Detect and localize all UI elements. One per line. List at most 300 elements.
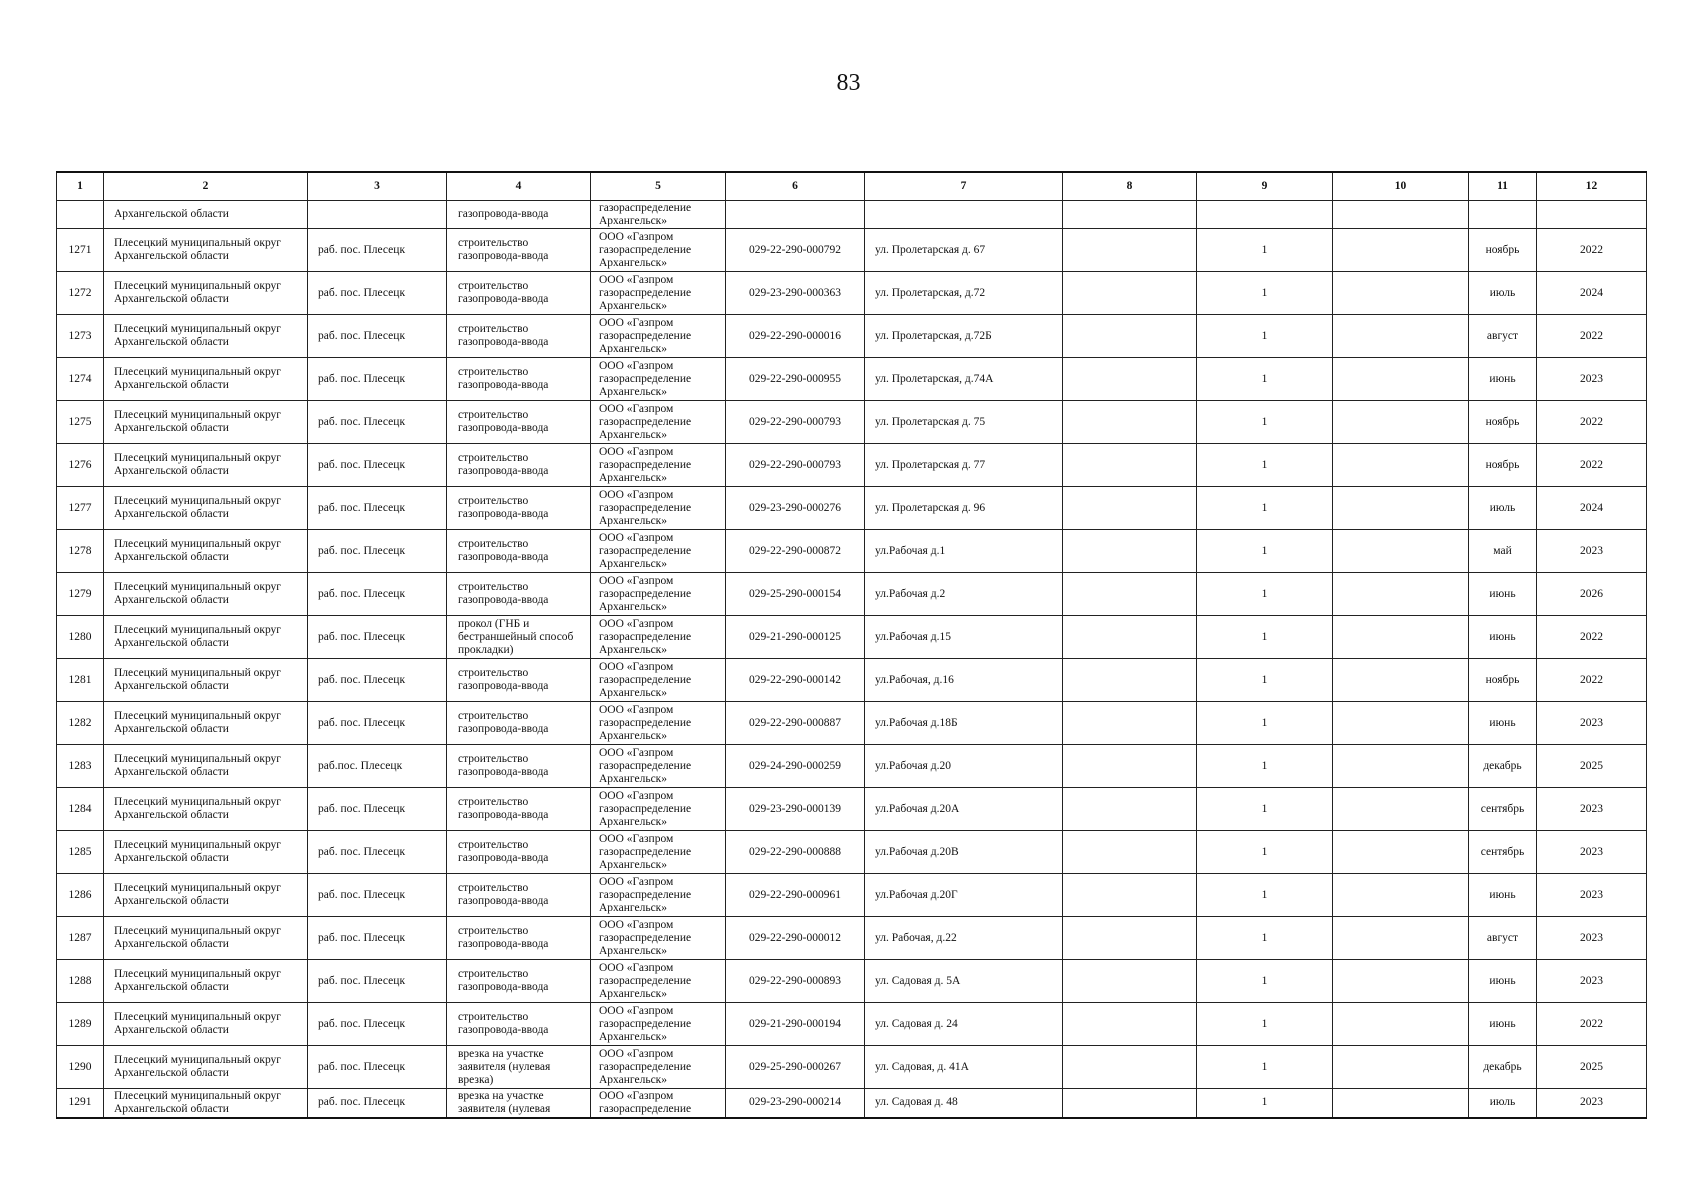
cell-request-number: 029-21-290-000125 (726, 616, 865, 659)
cell-work-type: строительство газопровода-ввода (447, 487, 591, 530)
cell-count: 1 (1197, 917, 1333, 960)
cell-request-number: 029-25-290-000267 (726, 1046, 865, 1089)
cell-count: 1 (1197, 444, 1333, 487)
cell-municipality: Плесецкий муниципальный округ Архангельской области (104, 1089, 308, 1118)
cell-row-number: 1273 (57, 315, 104, 358)
cell-row-number: 1291 (57, 1089, 104, 1118)
cell-row-number: 1288 (57, 960, 104, 1003)
cell-organization: ООО «Газпром газораспределение Архангельск» (591, 702, 726, 745)
cell-address: ул.Рабочая д.18Б (865, 702, 1063, 745)
cell-count: 1 (1197, 573, 1333, 616)
table-row (57, 444, 1647, 487)
cell-settlement: раб. пос. Плесецк (308, 444, 447, 487)
cell-organization: ООО «Газпром газораспределение Архангельск» (591, 745, 726, 788)
cell-municipality: Плесецкий муниципальный округ Архангельской области (104, 358, 308, 401)
cell-month: июль (1469, 487, 1537, 530)
cell-col-10 (1333, 229, 1469, 272)
cell-col-10 (1333, 315, 1469, 358)
table-row (57, 1046, 1647, 1089)
cell-col-8 (1063, 272, 1197, 315)
cell-settlement: раб. пос. Плесецк (308, 874, 447, 917)
cell-settlement: раб. пос. Плесецк (308, 702, 447, 745)
cell-municipality: Плесецкий муниципальный округ Архангельской области (104, 315, 308, 358)
cell-month: май (1469, 530, 1537, 573)
table-row (57, 917, 1647, 960)
column-header-3: 3 (308, 172, 447, 201)
cell-year: 2025 (1537, 745, 1647, 788)
cell-address: ул. Пролетарская д. 77 (865, 444, 1063, 487)
cell-work-type: строительство газопровода-ввода (447, 444, 591, 487)
cell-request-number: 029-21-290-000194 (726, 1003, 865, 1046)
cell-col-8 (1063, 358, 1197, 401)
cell-address: ул. Пролетарская д. 67 (865, 229, 1063, 272)
cell-col-8 (1063, 745, 1197, 788)
cell-work-type: строительство газопровода-ввода (447, 702, 591, 745)
cell-col-8 (1063, 874, 1197, 917)
cell-row-number: 1287 (57, 917, 104, 960)
cell-row-number: 1276 (57, 444, 104, 487)
cell-year: 2023 (1537, 358, 1647, 401)
cell-work-type: строительство газопровода-ввода (447, 315, 591, 358)
cell-month: июнь (1469, 702, 1537, 745)
cell-col-10 (1333, 358, 1469, 401)
cell-col-10 (1333, 831, 1469, 874)
cell-col-10 (1333, 272, 1469, 315)
cell-year: 2024 (1537, 272, 1647, 315)
cell-municipality: Плесецкий муниципальный округ Архангельской области (104, 616, 308, 659)
table-row (57, 788, 1647, 831)
cell-work-type: строительство газопровода-ввода (447, 788, 591, 831)
cell-municipality: Плесецкий муниципальный округ Архангельской области (104, 702, 308, 745)
cell-municipality: Плесецкий муниципальный округ Архангельской области (104, 444, 308, 487)
cell-year: 2022 (1537, 444, 1647, 487)
cell-col-8 (1063, 1003, 1197, 1046)
cell-settlement: раб. пос. Плесецк (308, 487, 447, 530)
cell-work-type: строительство газопровода-ввода (447, 831, 591, 874)
cell-count: 1 (1197, 745, 1333, 788)
cell-count: 1 (1197, 401, 1333, 444)
column-header-11: 11 (1469, 172, 1537, 201)
cell-address: ул. Пролетарская д. 96 (865, 487, 1063, 530)
cell-col-8 (1063, 702, 1197, 745)
cell-count (1197, 201, 1333, 229)
cell-request-number: 029-22-290-000955 (726, 358, 865, 401)
cell-col-10 (1333, 702, 1469, 745)
cell-work-type: строительство газопровода-ввода (447, 960, 591, 1003)
cell-year: 2023 (1537, 960, 1647, 1003)
cell-col-8 (1063, 831, 1197, 874)
column-number-row (57, 172, 1647, 201)
cell-address (865, 201, 1063, 229)
cell-col-8 (1063, 229, 1197, 272)
cell-municipality: Плесецкий муниципальный округ Архангельской области (104, 401, 308, 444)
cell-col-10 (1333, 487, 1469, 530)
cell-settlement: раб. пос. Плесецк (308, 831, 447, 874)
cell-count: 1 (1197, 788, 1333, 831)
cell-month: ноябрь (1469, 659, 1537, 702)
cell-month: август (1469, 917, 1537, 960)
data-table (56, 171, 1647, 1119)
cell-organization: ООО «Газпром газораспределение Архангельск» (591, 530, 726, 573)
cell-year: 2023 (1537, 702, 1647, 745)
cell-address: ул.Рабочая д.20Г (865, 874, 1063, 917)
cell-col-8 (1063, 1046, 1197, 1089)
cell-organization: ООО «Газпром газораспределение Архангельск» (591, 874, 726, 917)
cell-settlement: раб. пос. Плесецк (308, 229, 447, 272)
table-row (57, 874, 1647, 917)
cell-work-type: врезка на участке заявителя (нулевая врезка) (447, 1046, 591, 1089)
table-row (57, 1003, 1647, 1046)
cell-month: июнь (1469, 960, 1537, 1003)
cell-settlement: раб. пос. Плесецк (308, 1089, 447, 1118)
cell-row-number: 1280 (57, 616, 104, 659)
cell-col-10 (1333, 401, 1469, 444)
cell-count: 1 (1197, 530, 1333, 573)
cell-year: 2024 (1537, 487, 1647, 530)
cell-row-number: 1289 (57, 1003, 104, 1046)
cell-col-10 (1333, 616, 1469, 659)
cell-col-8 (1063, 201, 1197, 229)
cell-municipality: Плесецкий муниципальный округ Архангельской области (104, 874, 308, 917)
cell-organization: ООО «Газпром газораспределение Архангельск» (591, 487, 726, 530)
cell-address: ул.Рабочая д.2 (865, 573, 1063, 616)
cell-col-10 (1333, 573, 1469, 616)
cell-count: 1 (1197, 229, 1333, 272)
column-header-8: 8 (1063, 172, 1197, 201)
cell-organization: ООО «Газпром газораспределение Архангельск» (591, 401, 726, 444)
cell-address: ул. Пролетарская д. 75 (865, 401, 1063, 444)
cell-municipality: Плесецкий муниципальный округ Архангельской области (104, 831, 308, 874)
cell-organization: ООО «Газпром газораспределение Архангельск» (591, 229, 726, 272)
cell-address: ул.Рабочая д.20 (865, 745, 1063, 788)
cell-request-number: 029-22-290-000012 (726, 917, 865, 960)
cell-count: 1 (1197, 1003, 1333, 1046)
cell-municipality: Плесецкий муниципальный округ Архангельской области (104, 1046, 308, 1089)
cell-address: ул.Рабочая д.1 (865, 530, 1063, 573)
cell-col-8 (1063, 659, 1197, 702)
cell-count: 1 (1197, 616, 1333, 659)
cell-row-number: 1274 (57, 358, 104, 401)
table-row (57, 272, 1647, 315)
cell-organization: газораспределение Архангельск» (591, 201, 726, 229)
cell-col-10 (1333, 1003, 1469, 1046)
cell-col-8 (1063, 530, 1197, 573)
cell-address: ул. Рабочая, д.22 (865, 917, 1063, 960)
cell-settlement: раб. пос. Плесецк (308, 315, 447, 358)
cell-col-10 (1333, 444, 1469, 487)
cell-col-8 (1063, 444, 1197, 487)
cell-work-type: строительство газопровода-ввода (447, 573, 591, 616)
cell-work-type: прокол (ГНБ и бестраншейный способ прокладки) (447, 616, 591, 659)
cell-settlement: раб. пос. Плесецк (308, 788, 447, 831)
cell-address: ул. Садовая д. 24 (865, 1003, 1063, 1046)
cell-year: 2022 (1537, 1003, 1647, 1046)
cell-work-type: газопровода-ввода (447, 201, 591, 229)
table-row (57, 831, 1647, 874)
cell-work-type: строительство газопровода-ввода (447, 401, 591, 444)
cell-col-10 (1333, 788, 1469, 831)
column-header-2: 2 (104, 172, 308, 201)
cell-year: 2022 (1537, 659, 1647, 702)
table-row (57, 315, 1647, 358)
cell-work-type: строительство газопровода-ввода (447, 659, 591, 702)
cell-request-number: 029-23-290-000214 (726, 1089, 865, 1118)
cell-month: июнь (1469, 573, 1537, 616)
cell-row-number: 1272 (57, 272, 104, 315)
cell-month: июнь (1469, 1003, 1537, 1046)
cell-month: декабрь (1469, 745, 1537, 788)
cell-year: 2023 (1537, 530, 1647, 573)
cell-work-type: строительство газопровода-ввода (447, 358, 591, 401)
table-row (57, 530, 1647, 573)
cell-row-number: 1286 (57, 874, 104, 917)
cell-request-number: 029-22-290-000872 (726, 530, 865, 573)
cell-col-8 (1063, 616, 1197, 659)
cell-work-type: строительство газопровода-ввода (447, 1003, 591, 1046)
cell-work-type: врезка на участке заявителя (нулевая (447, 1089, 591, 1118)
cell-municipality: Архангельской области (104, 201, 308, 229)
cell-municipality: Плесецкий муниципальный округ Архангельской области (104, 917, 308, 960)
cell-address: ул. Садовая д. 48 (865, 1089, 1063, 1118)
cell-count: 1 (1197, 659, 1333, 702)
cell-settlement: раб. пос. Плесецк (308, 272, 447, 315)
cell-settlement: раб. пос. Плесецк (308, 616, 447, 659)
cell-municipality: Плесецкий муниципальный округ Архангельской области (104, 487, 308, 530)
table-row (57, 487, 1647, 530)
cell-col-10 (1333, 201, 1469, 229)
cell-year: 2023 (1537, 1089, 1647, 1118)
cell-row-number: 1275 (57, 401, 104, 444)
cell-organization: ООО «Газпром газораспределение Архангельск» (591, 1003, 726, 1046)
cell-col-10 (1333, 745, 1469, 788)
table-row (57, 702, 1647, 745)
cell-month (1469, 201, 1537, 229)
cell-settlement: раб. пос. Плесецк (308, 530, 447, 573)
cell-count: 1 (1197, 702, 1333, 745)
cell-organization: ООО «Газпром газораспределение Архангельск» (591, 272, 726, 315)
cell-request-number: 029-22-290-000887 (726, 702, 865, 745)
cell-address: ул. Садовая д. 5А (865, 960, 1063, 1003)
cell-organization: ООО «Газпром газораспределение (591, 1089, 726, 1118)
cell-municipality: Плесецкий муниципальный округ Архангельской области (104, 272, 308, 315)
cell-col-10 (1333, 659, 1469, 702)
cell-request-number (726, 201, 865, 229)
table-body (57, 201, 1647, 1118)
cell-col-8 (1063, 917, 1197, 960)
cell-municipality: Плесецкий муниципальный округ Архангельской области (104, 788, 308, 831)
cell-settlement: раб.пос. Плесецк (308, 745, 447, 788)
cell-request-number: 029-24-290-000259 (726, 745, 865, 788)
cell-settlement: раб. пос. Плесецк (308, 1003, 447, 1046)
cell-month: август (1469, 315, 1537, 358)
cell-request-number: 029-22-290-000142 (726, 659, 865, 702)
cell-year: 2023 (1537, 831, 1647, 874)
cell-count: 1 (1197, 831, 1333, 874)
cell-address: ул.Рабочая д.20А (865, 788, 1063, 831)
cell-municipality: Плесецкий муниципальный округ Архангельской области (104, 573, 308, 616)
cell-count: 1 (1197, 487, 1333, 530)
table-row (57, 573, 1647, 616)
column-header-6: 6 (726, 172, 865, 201)
cell-count: 1 (1197, 960, 1333, 1003)
cell-month: сентябрь (1469, 831, 1537, 874)
cell-count: 1 (1197, 358, 1333, 401)
cell-count: 1 (1197, 874, 1333, 917)
cell-year: 2022 (1537, 616, 1647, 659)
cell-municipality: Плесецкий муниципальный округ Архангельской области (104, 960, 308, 1003)
cell-year: 2022 (1537, 401, 1647, 444)
cell-count: 1 (1197, 1046, 1333, 1089)
table-row (57, 1089, 1647, 1118)
cell-request-number: 029-22-290-000961 (726, 874, 865, 917)
cell-col-8 (1063, 315, 1197, 358)
cell-col-10 (1333, 874, 1469, 917)
cell-work-type: строительство газопровода-ввода (447, 917, 591, 960)
cell-address: ул. Садовая, д. 41А (865, 1046, 1063, 1089)
cell-col-8 (1063, 573, 1197, 616)
column-header-1: 1 (57, 172, 104, 201)
cell-row-number: 1283 (57, 745, 104, 788)
cell-work-type: строительство газопровода-ввода (447, 530, 591, 573)
table-row (57, 401, 1647, 444)
cell-request-number: 029-22-290-000888 (726, 831, 865, 874)
cell-address: ул. Пролетарская, д.72Б (865, 315, 1063, 358)
column-header-12: 12 (1537, 172, 1647, 201)
cell-organization: ООО «Газпром газораспределение Архангельск» (591, 788, 726, 831)
cell-row-number: 1290 (57, 1046, 104, 1089)
cell-settlement: раб. пос. Плесецк (308, 659, 447, 702)
cell-request-number: 029-22-290-000893 (726, 960, 865, 1003)
cell-organization: ООО «Газпром газораспределение Архангельск» (591, 831, 726, 874)
cell-col-8 (1063, 401, 1197, 444)
continuation-row (57, 201, 1647, 229)
cell-year: 2022 (1537, 229, 1647, 272)
cell-organization: ООО «Газпром газораспределение Архангельск» (591, 358, 726, 401)
column-header-10: 10 (1333, 172, 1469, 201)
cell-organization: ООО «Газпром газораспределение Архангельск» (591, 573, 726, 616)
cell-organization: ООО «Газпром газораспределение Архангельск» (591, 960, 726, 1003)
cell-address: ул. Пролетарская, д.74А (865, 358, 1063, 401)
cell-organization: ООО «Газпром газораспределение Архангельск» (591, 444, 726, 487)
cell-month: июль (1469, 1089, 1537, 1118)
cell-month: сентябрь (1469, 788, 1537, 831)
cell-count: 1 (1197, 272, 1333, 315)
cell-row-number: 1281 (57, 659, 104, 702)
table-row (57, 358, 1647, 401)
cell-request-number: 029-22-290-000793 (726, 444, 865, 487)
cell-settlement: раб. пос. Плесецк (308, 573, 447, 616)
cell-settlement: раб. пос. Плесецк (308, 1046, 447, 1089)
cell-work-type: строительство газопровода-ввода (447, 745, 591, 788)
cell-year: 2025 (1537, 1046, 1647, 1089)
cell-settlement: раб. пос. Плесецк (308, 917, 447, 960)
cell-row-number: 1271 (57, 229, 104, 272)
cell-organization: ООО «Газпром газораспределение Архангельск» (591, 616, 726, 659)
cell-address: ул.Рабочая д.20В (865, 831, 1063, 874)
cell-address: ул.Рабочая д.15 (865, 616, 1063, 659)
cell-col-8 (1063, 960, 1197, 1003)
page-number: 83 (836, 70, 861, 96)
cell-count: 1 (1197, 315, 1333, 358)
cell-settlement (308, 201, 447, 229)
cell-address: ул.Рабочая, д.16 (865, 659, 1063, 702)
cell-month: июнь (1469, 358, 1537, 401)
cell-month: ноябрь (1469, 229, 1537, 272)
cell-col-10 (1333, 1046, 1469, 1089)
cell-municipality: Плесецкий муниципальный округ Архангельской области (104, 530, 308, 573)
table-row (57, 960, 1647, 1003)
cell-organization: ООО «Газпром газораспределение Архангельск» (591, 1046, 726, 1089)
cell-settlement: раб. пос. Плесецк (308, 358, 447, 401)
cell-row-number: 1284 (57, 788, 104, 831)
cell-month: июнь (1469, 616, 1537, 659)
cell-row-number: 1282 (57, 702, 104, 745)
cell-year: 2023 (1537, 874, 1647, 917)
cell-col-10 (1333, 960, 1469, 1003)
column-header-9: 9 (1197, 172, 1333, 201)
cell-row-number: 1278 (57, 530, 104, 573)
cell-municipality: Плесецкий муниципальный округ Архангельской области (104, 659, 308, 702)
cell-month: июль (1469, 272, 1537, 315)
table-row (57, 229, 1647, 272)
cell-request-number: 029-22-290-000792 (726, 229, 865, 272)
cell-organization: ООО «Газпром газораспределение Архангельск» (591, 917, 726, 960)
cell-address: ул. Пролетарская, д.72 (865, 272, 1063, 315)
cell-row-number: 1277 (57, 487, 104, 530)
table-row (57, 659, 1647, 702)
cell-year: 2023 (1537, 917, 1647, 960)
cell-col-8 (1063, 1089, 1197, 1118)
cell-month: ноябрь (1469, 401, 1537, 444)
cell-row-number: 1279 (57, 573, 104, 616)
cell-month: июнь (1469, 874, 1537, 917)
cell-year: 2022 (1537, 315, 1647, 358)
cell-col-8 (1063, 788, 1197, 831)
cell-request-number: 029-23-290-000363 (726, 272, 865, 315)
cell-settlement: раб. пос. Плесецк (308, 960, 447, 1003)
cell-request-number: 029-22-290-000016 (726, 315, 865, 358)
cell-municipality: Плесецкий муниципальный округ Архангельской области (104, 745, 308, 788)
cell-request-number: 029-23-290-000276 (726, 487, 865, 530)
cell-col-10 (1333, 1089, 1469, 1118)
cell-municipality: Плесецкий муниципальный округ Архангельской области (104, 1003, 308, 1046)
cell-settlement: раб. пос. Плесецк (308, 401, 447, 444)
cell-year: 2023 (1537, 788, 1647, 831)
cell-col-10 (1333, 917, 1469, 960)
table-row (57, 616, 1647, 659)
cell-work-type: строительство газопровода-ввода (447, 272, 591, 315)
column-header-4: 4 (447, 172, 591, 201)
cell-year (1537, 201, 1647, 229)
cell-request-number: 029-22-290-000793 (726, 401, 865, 444)
cell-col-8 (1063, 487, 1197, 530)
cell-count: 1 (1197, 1089, 1333, 1118)
cell-organization: ООО «Газпром газораспределение Архангельск» (591, 315, 726, 358)
table-row (57, 745, 1647, 788)
cell-month: декабрь (1469, 1046, 1537, 1089)
column-header-5: 5 (591, 172, 726, 201)
cell-organization: ООО «Газпром газораспределение Архангельск» (591, 659, 726, 702)
cell-month: ноябрь (1469, 444, 1537, 487)
cell-municipality: Плесецкий муниципальный округ Архангельской области (104, 229, 308, 272)
cell-row-number: 1285 (57, 831, 104, 874)
cell-work-type: строительство газопровода-ввода (447, 874, 591, 917)
cell-row-number (57, 201, 104, 229)
column-header-7: 7 (865, 172, 1063, 201)
cell-work-type: строительство газопровода-ввода (447, 229, 591, 272)
cell-request-number: 029-25-290-000154 (726, 573, 865, 616)
cell-col-10 (1333, 530, 1469, 573)
